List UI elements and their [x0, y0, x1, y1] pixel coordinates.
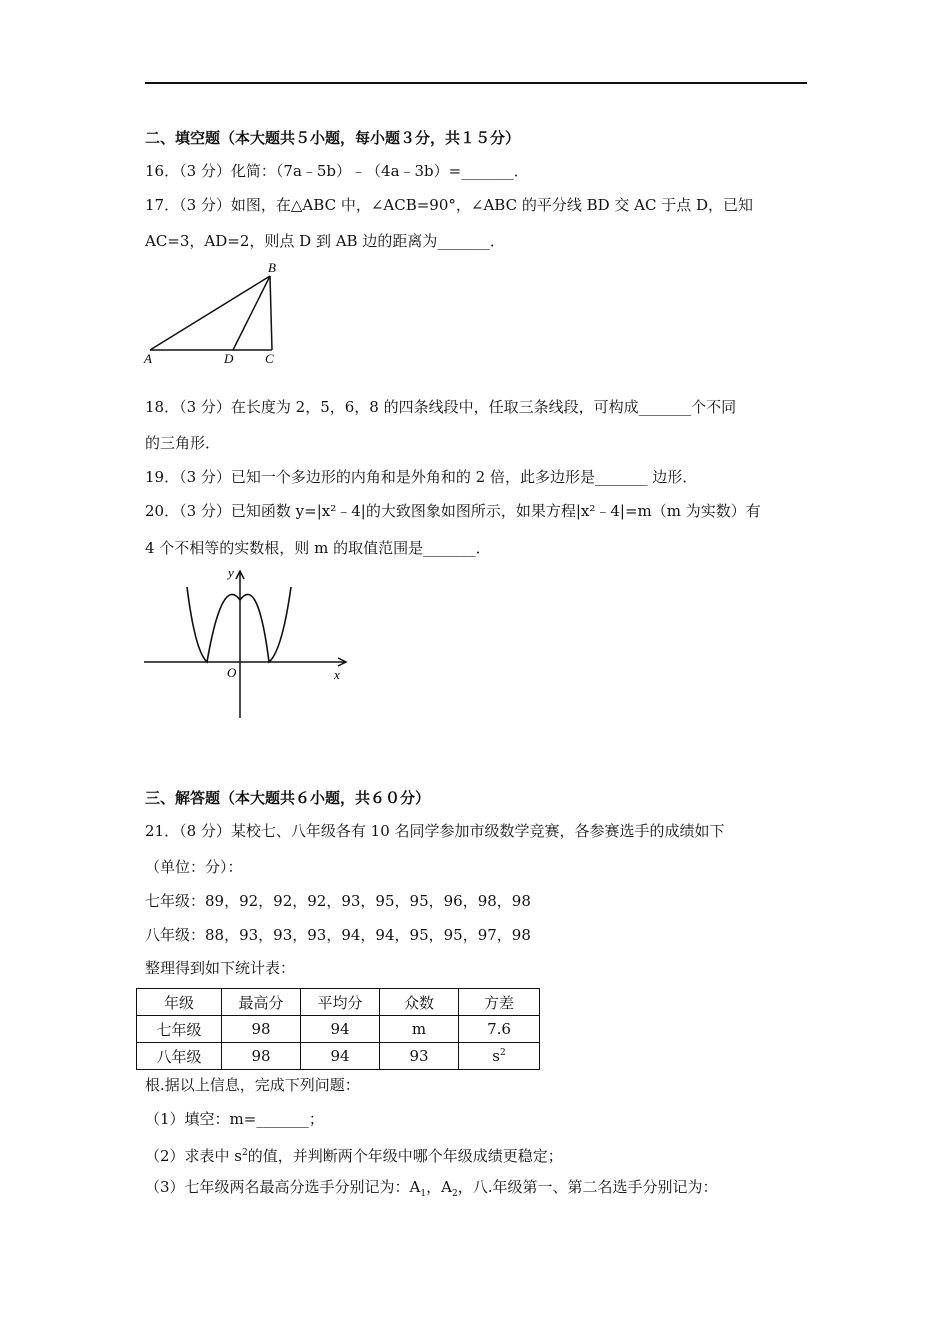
question-21-line1: 21．（8 分）某校七、八年级各有 10 名同学参加市级数学竞赛，各参赛选手的成绩如下 — [145, 822, 725, 840]
table-cell-variance — [459, 1043, 540, 1070]
section3-heading: 三、解答题（本大题共６小题，共６０分） — [145, 789, 431, 807]
question-17-line2: AC=3，AD=2，则点 D 到 AB 边的距离为_______． — [145, 232, 505, 250]
table-header-cell: 方差 — [459, 989, 540, 1016]
question-20-line1: 20．（3 分）已知函数 y=|x²﹣4|的大致图象如图所示，如果方程|x²﹣4|=m（m 为实数）有 — [145, 502, 761, 520]
curve-y-abs — [187, 587, 291, 662]
table-cell: 93 — [380, 1043, 459, 1070]
part-3-sub1: 1 — [420, 1189, 427, 1199]
table-cell: 94 — [301, 1016, 380, 1043]
grade8-scores: 八年级：88，93，93，93，94，94，95，95，97，98 — [145, 926, 531, 944]
table-row — [137, 1043, 540, 1070]
question-18-line2: 的三角形． — [145, 434, 221, 452]
question-21-line2: （单位：分）： — [145, 858, 243, 876]
part-1: （1）填空：m=_______； — [145, 1110, 324, 1128]
part-3-sub2: 2 — [451, 1189, 458, 1199]
grade7-scores: 七年级：89，92，92，92，93，95，95，96，98，98 — [145, 892, 531, 910]
question-18-line1: 18．（3 分）在长度为 2，5，6，8 的四条线段中，任取三条线段，可构成_______个不同 — [145, 398, 737, 416]
question-20-line2: 4 个不相等的实数根，则 m 的取值范围是_______． — [145, 539, 491, 557]
after-table-text: 根.据以上信息，完成下列问题： — [145, 1076, 360, 1094]
table-cell: 7.6 — [459, 1016, 540, 1043]
part-3-c: ，八.年级第一、第二名选手分别记为： — [457, 1178, 718, 1196]
table-header-cell: 众数 — [380, 989, 459, 1016]
section2-heading: 二、填空题（本大题共５小题，每小题３分，共１５分） — [145, 129, 521, 147]
table-header-row — [137, 989, 540, 1016]
question-19: 19．（3 分）已知一个多边形的内角和是外角和的 2 倍，此多边形是_______ 边形． — [145, 468, 698, 486]
table-header-cell: 年级 — [137, 989, 222, 1016]
table-cell: 98 — [222, 1016, 301, 1043]
label-x: x — [334, 667, 340, 682]
triangle-figure — [140, 256, 285, 368]
part-3-a: （3）七年级两名最高分选手分别记为：A — [145, 1178, 421, 1196]
table-row — [137, 1016, 540, 1043]
table-cell: m — [380, 1016, 459, 1043]
table-cell: 七年级 — [137, 1016, 222, 1043]
segment-bc — [270, 276, 272, 350]
label-c: C — [265, 351, 274, 366]
header-rule — [145, 82, 807, 84]
part-2-a: （2）求表中 s — [145, 1147, 243, 1165]
part-2-sup: 2 — [242, 1148, 248, 1158]
part-3-b: ，A — [426, 1178, 452, 1196]
part-2 — [145, 1143, 563, 1166]
part-3 — [145, 1177, 717, 1204]
table-intro: 整理得到如下统计表： — [145, 959, 296, 977]
stats-table — [136, 988, 540, 1070]
question-16: 16．（3 分）化简：（7a﹣5b）﹣（4a﹣3b）=_______． — [145, 162, 529, 180]
abs-function-graph — [140, 563, 355, 723]
table-cell: 八年级 — [137, 1043, 222, 1070]
label-d: D — [224, 351, 234, 366]
table-header-cell: 平均分 — [301, 989, 380, 1016]
label-a: A — [144, 351, 152, 366]
question-17-line1: 17．（3 分）如图，在△ABC 中，∠ACB=90°，∠ABC 的平分线 BD 交 AC 于点 D，已知 — [145, 196, 754, 214]
variance-exponent: 2 — [499, 1048, 506, 1058]
label-origin: O — [227, 665, 237, 680]
part-2-b: 的值，并判断两个年级中哪个年级成绩更稳定； — [247, 1147, 563, 1165]
label-b: B — [268, 260, 276, 275]
table-cell: 98 — [222, 1043, 301, 1070]
label-y: y — [228, 565, 234, 580]
table-cell: 94 — [301, 1043, 380, 1070]
table-header-cell: 最高分 — [222, 989, 301, 1016]
variance-symbol: s — [492, 1047, 500, 1065]
